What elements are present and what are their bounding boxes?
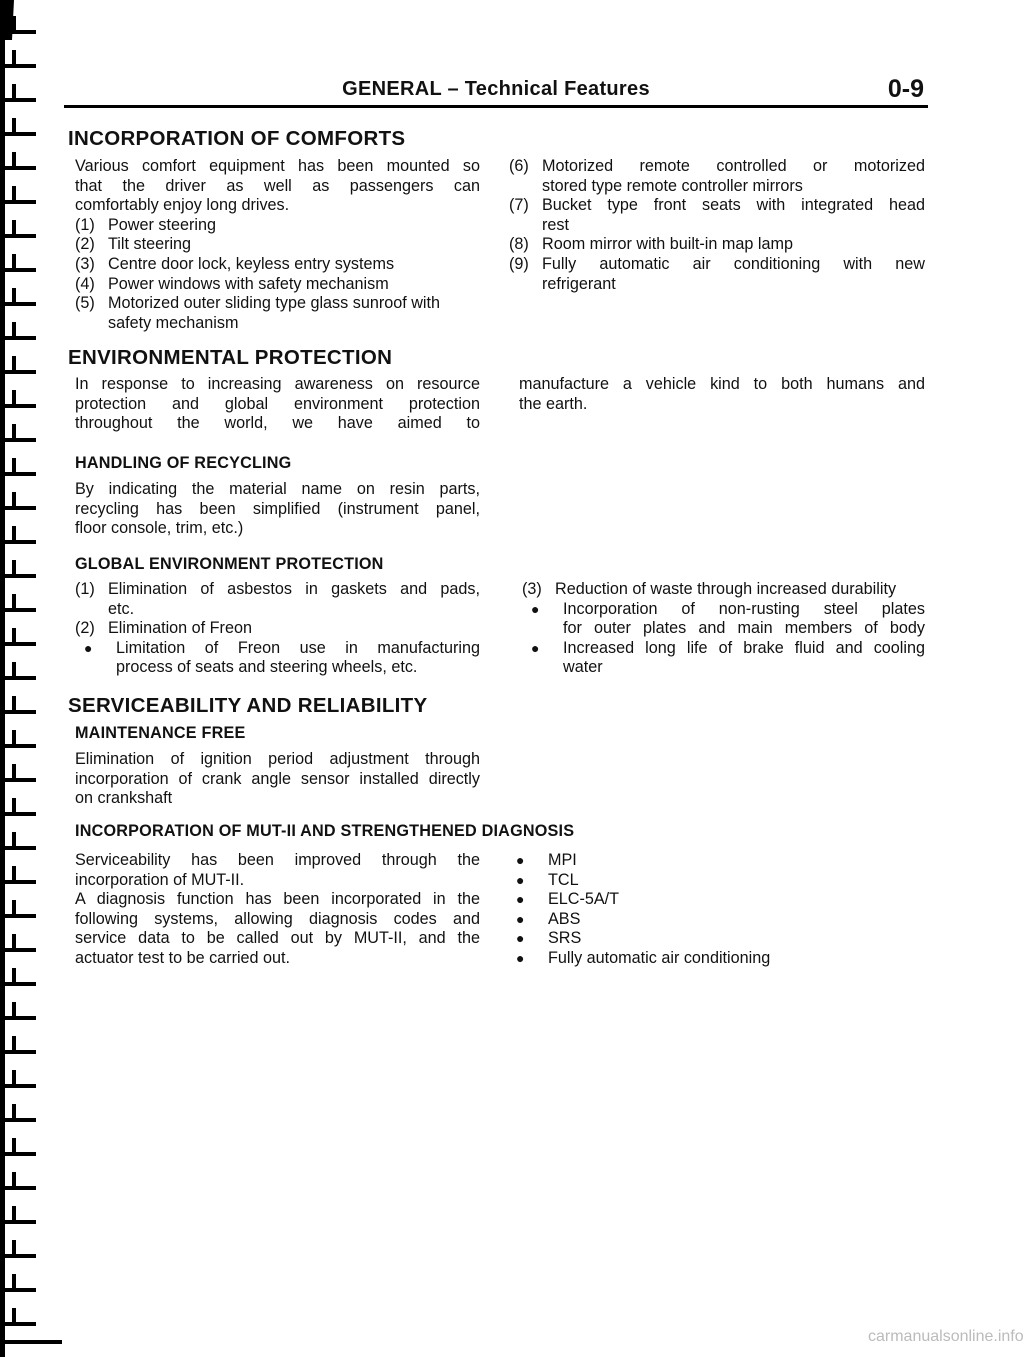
maintenance-heading: MAINTENANCE FREE <box>75 724 246 742</box>
item-text: Motorized outer sliding type glass sunroof with <box>108 294 441 313</box>
environment-line: protection and global environment protection <box>75 394 480 413</box>
item-text: safety mechanism <box>108 313 239 332</box>
mut-line: incorporation of MUT-II. <box>75 870 245 889</box>
item-text: Fully automatic air conditioning with new <box>542 254 925 273</box>
system-label: ELC-5A/T <box>548 890 620 909</box>
item-text: rest <box>542 215 569 234</box>
system-label: MPI <box>548 851 577 869</box>
bullet-icon: ● <box>516 910 525 927</box>
environment-right-text <box>519 375 925 414</box>
list-item <box>75 619 480 639</box>
recycling-line: By indicating the material name on resin parts, <box>75 480 480 498</box>
bullet-icon: ● <box>84 639 93 656</box>
system-label: Fully automatic air conditioning <box>548 948 771 967</box>
item-text: Tilt steering <box>108 235 192 254</box>
bullet-icon: ● <box>516 891 525 908</box>
item-number: (1) <box>75 580 95 598</box>
comforts-intro-line: Various comfort equipment has been mounted so <box>75 157 480 175</box>
mut-line: A diagnosis function has been incorporated in the <box>75 890 480 909</box>
binding-edge <box>0 0 62 1357</box>
item-number: (9) <box>509 254 529 273</box>
item-number: (3) <box>75 254 95 273</box>
item-text: stored type remote controller mirrors <box>542 176 803 195</box>
item-number: (2) <box>75 619 95 638</box>
watermark: carmanualsonline.info <box>868 1328 1024 1345</box>
maintenance-line: Elimination of ignition period adjustment through <box>75 750 480 768</box>
list-item <box>75 580 480 619</box>
service-heading: SERVICEABILITY AND RELIABILITY <box>68 694 428 717</box>
system-label: ABS <box>548 909 581 928</box>
list-item <box>522 580 925 600</box>
bullet-text: process of seats and steering wheels, etc. <box>116 658 418 677</box>
maintenance-text <box>75 750 480 809</box>
global-left-column <box>75 580 480 678</box>
page-header <box>62 75 930 108</box>
bullet-icon: ● <box>516 949 525 966</box>
environment-line: manufacture a vehicle kind to both humans and <box>519 375 925 393</box>
list-item <box>75 255 480 275</box>
bullet-icon: ● <box>531 639 540 656</box>
comforts-intro-line: that the driver as well as passengers can <box>75 176 480 195</box>
bullet-text: Incorporation of non-rusting steel plates <box>563 599 925 618</box>
item-text: Elimination of Freon <box>108 619 252 638</box>
item-text: Centre door lock, keyless entry systems <box>108 254 395 273</box>
maintenance-line: on crankshaft <box>75 789 173 808</box>
bullet-text: for outer plates and main members of body <box>563 619 925 638</box>
item-text: Elimination of asbestos in gaskets and pads, <box>108 580 480 598</box>
system-item <box>507 910 927 930</box>
mut-line: Serviceability has been improved through the <box>75 851 480 869</box>
list-item <box>75 294 480 333</box>
bullet-text: Increased long life of brake fluid and cooling <box>563 638 925 657</box>
bullet-item <box>522 639 925 678</box>
list-item <box>75 216 480 236</box>
system-item <box>507 949 927 969</box>
item-text: etc. <box>108 599 135 618</box>
header-title: GENERAL – Technical Features <box>342 78 650 100</box>
comforts-intro-line: comfortably enjoy long drives. <box>75 196 290 215</box>
item-number: (7) <box>509 196 529 215</box>
list-item <box>75 235 480 255</box>
environment-heading: ENVIRONMENTAL PROTECTION <box>68 346 393 369</box>
bullet-item <box>75 639 480 678</box>
item-number: (5) <box>75 294 95 313</box>
system-item <box>507 871 927 891</box>
environment-line: In response to increasing awareness on resource <box>75 375 480 393</box>
item-number: (4) <box>75 274 95 293</box>
bullet-icon: ● <box>516 852 525 868</box>
bullet-item <box>522 600 925 639</box>
mut-line: service data to be called out by MUT-II, and the <box>75 929 480 948</box>
item-text: Power steering <box>108 215 216 234</box>
recycling-text <box>75 480 480 539</box>
page <box>62 0 1024 1357</box>
mut-systems-list <box>507 851 927 969</box>
item-number: (3) <box>522 580 542 598</box>
mut-line: actuator test to be carried out. <box>75 948 291 967</box>
environment-left-text <box>75 375 480 434</box>
system-label: SRS <box>548 929 582 948</box>
mut-heading: INCORPORATION OF MUT-II AND STRENGTHENED DIAGNOSIS <box>75 822 575 840</box>
bullet-icon: ● <box>531 600 540 617</box>
bullet-text: Limitation of Freon use in manufacturing <box>116 638 480 657</box>
global-right-column <box>522 580 925 678</box>
list-item <box>75 275 480 295</box>
item-text: Motorized remote controlled or motorized <box>542 157 925 175</box>
item-text: Room mirror with built-in map lamp <box>542 235 793 254</box>
item-text: Reduction of waste through increased durability <box>555 580 897 598</box>
item-number: (8) <box>509 235 529 254</box>
system-item <box>507 851 927 871</box>
list-item <box>509 255 925 294</box>
recycling-line: recycling has been simplified (instrument panel, <box>75 499 480 518</box>
bullet-text: water <box>563 658 603 677</box>
global-heading: GLOBAL ENVIRONMENT PROTECTION <box>75 555 384 573</box>
recycling-heading: HANDLING OF RECYCLING <box>75 454 292 472</box>
bullet-icon: ● <box>516 930 525 947</box>
header-rule <box>64 105 928 108</box>
mut-text <box>75 851 480 969</box>
bullet-icon: ● <box>516 871 525 888</box>
item-number: (6) <box>509 157 529 175</box>
system-label: TCL <box>548 870 579 889</box>
recycling-line: floor console, trim, etc.) <box>75 519 244 538</box>
item-text: Power windows with safety mechanism <box>108 274 389 293</box>
item-text: Bucket type front seats with integrated head <box>542 196 925 215</box>
item-number: (2) <box>75 235 95 254</box>
environment-line: the earth. <box>519 394 588 413</box>
page-number: 0-9 <box>887 75 924 103</box>
item-number: (1) <box>75 215 95 234</box>
mut-line: following systems, allowing diagnosis codes and <box>75 909 480 928</box>
system-item <box>507 890 927 910</box>
list-item <box>509 235 925 255</box>
environment-line: throughout the world, we have aimed to <box>75 414 480 433</box>
comforts-left-column <box>75 157 480 333</box>
maintenance-line: incorporation of crank angle sensor installed directly <box>75 769 480 788</box>
system-item <box>507 929 927 949</box>
list-item <box>509 196 925 235</box>
list-item <box>509 157 925 196</box>
item-text: refrigerant <box>542 274 616 293</box>
comforts-heading: INCORPORATION OF COMFORTS <box>68 127 406 150</box>
comforts-right-column <box>509 157 925 294</box>
